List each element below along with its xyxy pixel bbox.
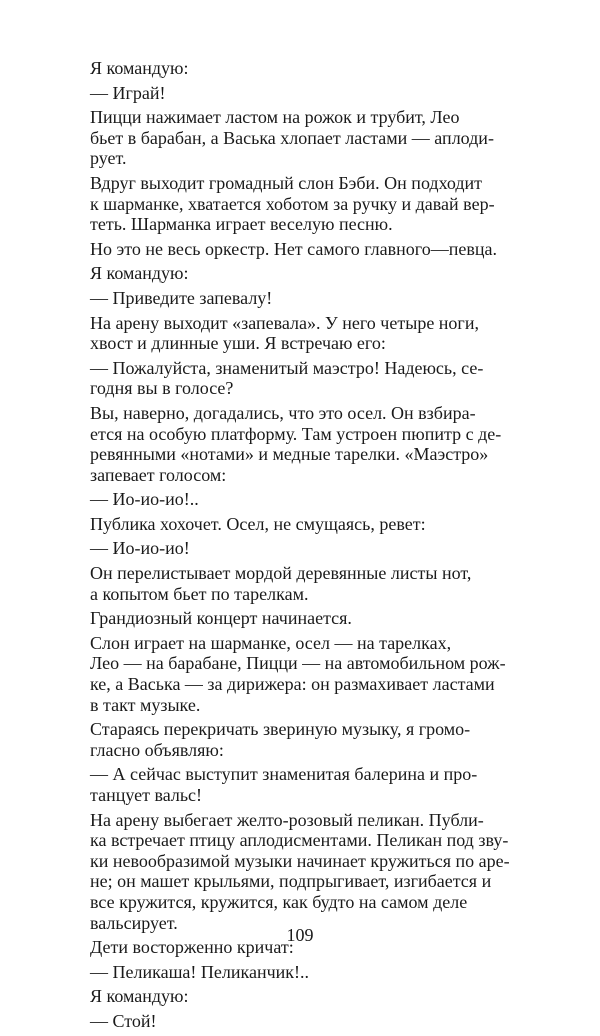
- paragraph: [88, 962, 543, 983]
- text-line: На арену выходит «запевала». У него четыре ноги,: [90, 312, 479, 333]
- text-line: Публика хохочет. Осел, не смущаясь, ревет:: [90, 513, 426, 534]
- paragraph: [88, 263, 543, 284]
- paragraph: [88, 107, 543, 169]
- text-line: ревянными «нотами» и медные тарелки. «Маэстро»: [90, 444, 489, 465]
- text-line: Вдруг выходит громадный слон Бэби. Он подходит: [90, 172, 483, 193]
- text-line: запевает голосом:: [90, 464, 227, 485]
- text-line: Вы, наверно, догадались, что это осел. Он взбира-: [90, 402, 476, 423]
- text-line: все кружится, кружится, как будто на самом деле: [90, 891, 468, 912]
- text-line: ке, а Васька — за дирижера: он размахивает ластами: [90, 674, 495, 695]
- text-line: Слон играет на шарманке, осел — на тарелках,: [90, 632, 452, 653]
- text-line: Стараясь перекричать звериную музыку, я громо-: [90, 719, 471, 740]
- text-line: ется на особую платформу. Там устроен пюпитр с де-: [90, 423, 502, 444]
- paragraph: [88, 313, 543, 354]
- text-line: Пицци нажимает ластом на рожок и трубит, Лео: [90, 107, 460, 128]
- paragraph: [88, 403, 543, 485]
- paragraph: [88, 986, 543, 1007]
- text-line: теть. Шарманка играет веселую песню.: [90, 214, 393, 235]
- text-line: — Ио-ио-ио!: [90, 538, 190, 559]
- text-line: Я командую:: [90, 986, 189, 1007]
- text-line: хвост и длинные уши. Я встречаю его:: [90, 333, 386, 354]
- text-line: На арену выбегает желто-розовый пеликан. Публи-: [90, 809, 484, 830]
- paragraph: [88, 1011, 543, 1032]
- text-line: — Пеликаша! Пеликанчик!..: [90, 961, 310, 982]
- text-line: в такт музыке.: [90, 694, 201, 715]
- paragraph: [88, 719, 543, 760]
- page-text: [88, 58, 543, 1036]
- text-line: Я командую:: [90, 58, 189, 78]
- text-line: вальсирует.: [90, 912, 178, 933]
- paragraph: [88, 173, 543, 235]
- paragraph: [88, 608, 543, 629]
- paragraph: [88, 489, 543, 510]
- text-line: Грандиозный концерт начинается.: [90, 608, 352, 629]
- text-line: Он перелистывает мордой деревянные листы нот,: [90, 563, 472, 584]
- text-line: не; он машет крыльями, подпрыгивает, изгибается и: [90, 871, 492, 892]
- text-line: гласно объявляю:: [90, 739, 224, 760]
- text-line: к шарманке, хватается хоботом за ручку и давай вер-: [90, 193, 495, 214]
- text-line: рует.: [90, 148, 127, 169]
- paragraph: [88, 538, 543, 559]
- text-line: годня вы в голосе?: [90, 378, 234, 399]
- text-line: танцует вальс!: [90, 785, 203, 805]
- page-number: 109: [286, 925, 314, 945]
- paragraph: [88, 810, 543, 934]
- text-line: Дети восторженно кричат:: [90, 937, 294, 958]
- paragraph: [88, 358, 543, 399]
- text-line: Лео — на барабане, Пицци — на автомобильном рож-: [90, 653, 506, 674]
- paragraph: [88, 83, 543, 104]
- paragraph: [88, 58, 543, 79]
- text-line: ка встречает птицу аплодисментами. Пеликан под зву-: [90, 830, 509, 851]
- text-line: ки невообразимой музыки начинает кружиться по аре-: [90, 850, 510, 871]
- paragraph: [88, 288, 543, 309]
- text-line: — Приведите запевалу!: [90, 287, 273, 308]
- text-line: — А сейчас выступит знаменитая балерина и про-: [90, 764, 478, 785]
- paragraph: [88, 563, 543, 604]
- text-line: а копытом бьет по тарелкам.: [90, 583, 309, 604]
- paragraph: [88, 764, 543, 805]
- paragraph: [88, 514, 543, 535]
- text-line: — Ио-ио-ио!..: [90, 489, 199, 510]
- text-line: — Стой!: [90, 1010, 157, 1031]
- text-line: — Играй!: [90, 82, 166, 103]
- paragraph: [88, 239, 543, 260]
- text-line: — Пожалуйста, знаменитый маэстро! Надеюсь, се-: [90, 357, 484, 378]
- text-line: Но это не весь оркестр. Нет самого главного—певца.: [90, 238, 497, 259]
- paragraph: [88, 633, 543, 715]
- text-line: бьет в барабан, а Васька хлопает ластами — аплоди-: [90, 127, 494, 148]
- text-line: Я командую:: [90, 263, 189, 284]
